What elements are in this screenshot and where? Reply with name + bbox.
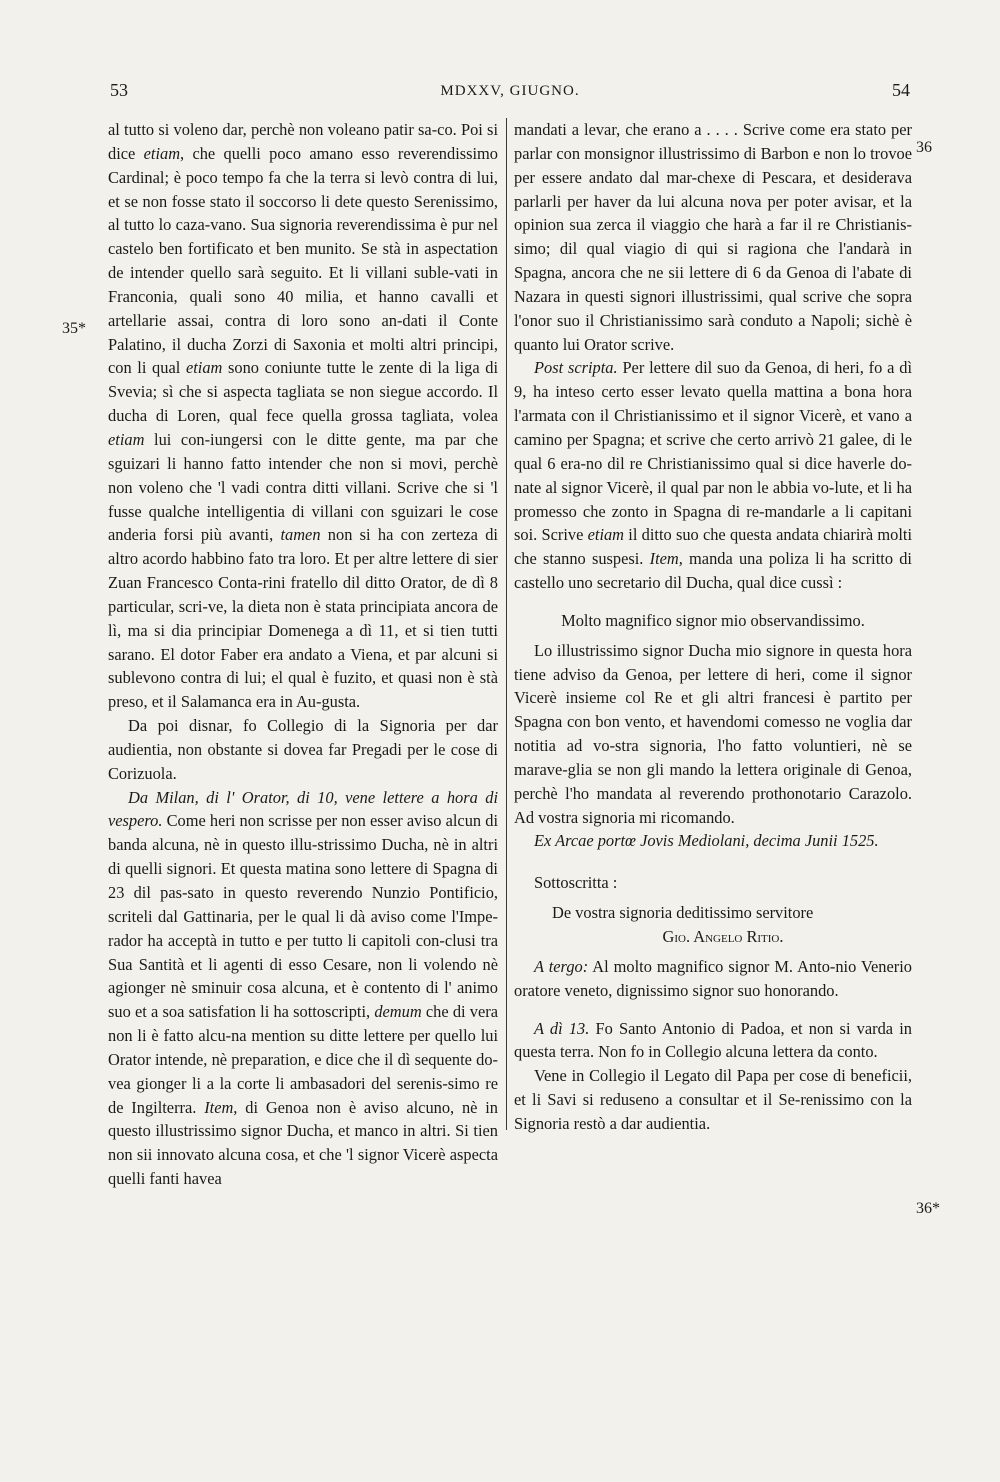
right-paragraph-2 xyxy=(514,356,912,594)
text-span: non si ha con zerteza di altro acordo habbino fato tra loro. Et per altre lettere di sier Zuan Francesco Conta-rini fratello dil ditto Orator, de dì 8 particular, scri-ve, la dieta non è stata principiata ancora de lì, ma si dia principiar Domenega a dì 11, et si tien tutti sarano. El dotor Faber era andato a Viena, et par alcuni si sublevono contra di lui; el qual è fuzito, et quasi non è stà preso, et il Salamanca era in Au-gusta. xyxy=(108,525,498,712)
left-paragraph-1 xyxy=(108,118,498,714)
margin-number-36: 36 xyxy=(916,139,932,156)
italic-span: A dì 13. xyxy=(534,1018,590,1038)
letter-salutation: Molto magnifico signor mio observandissimo. xyxy=(561,610,865,630)
running-title: MDXXV, GIUGNO. xyxy=(440,83,580,99)
text-span: Come heri non scrisse per non esser aviso alcun di banda alcuna, nè in questo illu-strissimo Ducha, nè in altri di quelli signori. Et questa matina sono lettere di Spagna di 23 dil pas-sato in questo reverendo Nunzio Pontificio, scriteli dal Gattinaria, per le qual li dà aviso come l'Impe-rador ha acceptà in tutto e per tutto li capitoli con-clusi tra Sua Santità et li agenti di esso Cesare, non li volendo nè agionger nè sminuir cosa alcuna, et è contento di l' animo suo et a soa satisfation li ha sottoscripti, xyxy=(108,811,498,1022)
letter-signature: Gio. Angelo Ritio. xyxy=(662,927,784,946)
text-span: Per lettere dil suo da Genoa, di heri, fo a dì 9, ha inteso certo esser levato quella mattina a bona hora l'armata con il Christianissimo et il signor Vicerè, et vano a camino per Spagna; et scrive che certo arrivò 21 galee, di le qual 6 era-no dil re Christianissimo qual si dice haverle do-nate al signor Vicerè, il qual par non le abbia vo-lute, et li ha promesso che zonto in Spagna di re-mandarle a li capitani soi. Scrive xyxy=(514,358,912,545)
italic-span: Da Milan, di l' Orator, di 10, vene lettere a hora di vespero. xyxy=(108,787,498,831)
left-page-number: 53 xyxy=(110,80,128,100)
right-page-number: 54 xyxy=(892,80,910,100)
text-span: il ditto suo che questa andata chiarirà molti che stanno suspesi. xyxy=(514,525,913,569)
text-span: al tutto si voleno dar, perchè non voleano patir sa-co. Poi si dice xyxy=(108,120,498,163)
left-paragraph-2: Da poi disnar, fo Collegio di la Signoria per dar audientia, non obstante si dovea far Pregadi per le cose di Corizuola. xyxy=(108,716,498,783)
letter-signoff: De vostra signoria deditissimo servitore xyxy=(552,903,814,923)
margin-number-36-star: 36* xyxy=(916,1200,940,1217)
margin-number-35: 35* xyxy=(62,320,86,337)
text-span: lui con-iungersi con le ditte gente, ma par che sguizari li hanno fatto intender che non si movi, perchè non voleno che 'l vadi contra ditti villani. Scrive che si 'l fusse qualche intelligentia di villani con sguizari le cose anderia forsi più avanti, xyxy=(108,429,498,545)
right-paragraph-3: Lo illustrissimo signor Ducha mio signore in questa hora tiene adviso da Genoa, per lettere di heri, come il signor Vicerè insieme col Re et gli altri francesi è partito per Spagna con bon vento, et havendomi comesso ne voglia dar notitia ad vo-stra signoria, l'ho fatto voluntieri, nè se marave-glia se non gli mando la lettera originale di Genoa, perchè l'ho mandata al reverendo prothonotario Carazolo. Ad vostra signoria mi ricomando. xyxy=(514,640,912,827)
text-span: di Genoa non è aviso alcuno, nè in questo illustrissimo signor Ducha, et manco in altri. Si tien non sii innovato alcuna cosa, et che 'l signor Vicerè aspecta quelli fanti havea xyxy=(108,1097,498,1189)
italic-span: A tergo: xyxy=(534,956,589,976)
right-paragraph-1: mandati a levar, che erano a . . . . Scrive come era stato per parlar con monsignor illustrissimo di Barbon e non lo trovoe per essere andato dal mar-chexe di Pescara, et desiderava parlarli per haver da lui alcuna nova per poter avisar, et la opinion sua zerca il viaggio che harà a far il re Christianis-simo; dil qual viagio di qui si ragiona che l'andarà in Spagna, ancora che ne sii lettere di 6 da Genoa di l'abate di Nazara in questi signori illustrissimi, qual scrive che sopra l'onor suo il Christianissimo sarà conduto a Napoli; sichè è quanto lui Orator scrive. xyxy=(514,120,912,354)
right-paragraph-5 xyxy=(514,1017,912,1065)
italic-span: etiam xyxy=(587,525,625,545)
italic-span: etiam xyxy=(143,143,181,163)
italic-span: etiam xyxy=(185,358,223,378)
text-span: Fo Santo Antonio di Padoa, et non si varda in questa terra. Non fo in Collegio alcuna lettera da conto. xyxy=(514,1018,913,1062)
italic-span: demum xyxy=(374,1002,422,1022)
italic-span: tamen xyxy=(280,525,321,545)
italic-span: Post scripta. xyxy=(534,358,618,378)
text-span: manda una poliza li ha scritto di castello uno secretario dil Ducha, qual dice cussì : xyxy=(514,549,912,593)
text-span: che di vera non li è fatto alcu-na mention su ditte lettere per quello lui Orator intende, nè preparation, e dice che il dì sequente do-vea gionger li a la corte li ambasadori del serenis-simo re de Ingilterra. xyxy=(108,1002,498,1117)
sottoscritta-label: Sottoscritta : xyxy=(534,873,618,893)
text-span: , che quelli poco amano esso reverendissimo Cardinal; è poco tempo fa che la terra si levò contra di lui, et se non fosse stato il soccorso li dete questo Serenissimo, al tutto lo caza-vano. Sua signoria reverendissima è pur nel castelo ben fortificato et ben munito. Se stà in aspectation de intender quello sarà seguito. Et li villani suble-vati in Franconia, quali sono 40 milia, et hanno cavalli et artellarie assai, contra di loro sono an-dati il Conte Palatino, il ducha Zorzi di Saxonia et molti altri principi, con li qual xyxy=(108,143,499,378)
text-span: Al molto magnifico signor M. Anto-nio Venerio oratore veneto, dignissimo signor suo honorando. xyxy=(514,956,912,1000)
italic-span: etiam xyxy=(108,429,145,449)
text-span: sono coniunte tutte le zente di la liga di Svevia; sì che si aspecta tagliata se non siegue accordo. Il ducha di Loren, qual fece quella grossa tagliata, volea xyxy=(108,358,498,426)
italic-span: Item, xyxy=(649,549,683,569)
letter-dateline: Ex Arcae portœ Jovis Mediolani, decima Junii 1525. xyxy=(534,831,879,851)
left-column xyxy=(108,118,498,1191)
left-paragraph-3 xyxy=(108,786,498,1191)
column-divider xyxy=(506,118,507,1130)
italic-span: Item, xyxy=(204,1097,238,1117)
right-paragraph-6: Vene in Collegio il Legato dil Papa per cose di beneficii, et li Savi si reduseno a consultar et il Se-renissimo con la Signoria restò a dar audientia. xyxy=(514,1066,912,1133)
page-header xyxy=(110,80,910,110)
right-paragraph-4 xyxy=(514,955,912,1003)
right-column xyxy=(514,118,912,1136)
